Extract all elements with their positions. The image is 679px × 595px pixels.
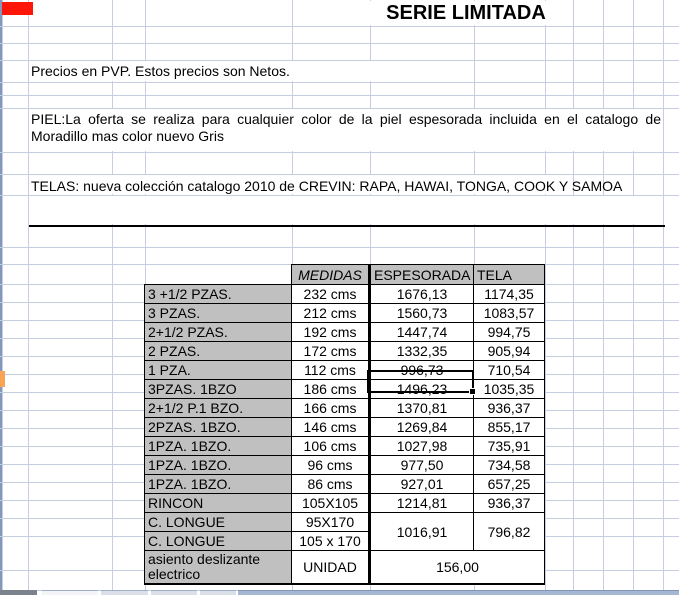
espesorada-cell[interactable]: 1676,13: [370, 285, 474, 304]
medidas-cell[interactable]: 212 cms: [292, 304, 370, 323]
medidas-cell[interactable]: 192 cms: [292, 323, 370, 342]
table-row: [145, 342, 545, 361]
gridline: [545, 0, 546, 590]
gridline: [0, 247, 679, 248]
row-label-cell[interactable]: 3PZAS. 1BZO: [145, 380, 292, 399]
table-row: [145, 285, 545, 304]
tela-cell[interactable]: 710,54: [474, 361, 545, 380]
row-label-cell[interactable]: asiento deslizante electrico: [145, 551, 292, 585]
row-label-cell[interactable]: 2+1/2 P.1 BZO.: [145, 399, 292, 418]
gridline: [0, 43, 679, 44]
table-header-row: [145, 265, 545, 285]
table-row: [145, 494, 545, 513]
espesorada-cell[interactable]: 1370,81: [370, 399, 474, 418]
row-label-cell[interactable]: 1 PZA.: [145, 361, 292, 380]
espesorada-cell[interactable]: 1560,73: [370, 304, 474, 323]
medidas-cell[interactable]: 105X105: [292, 494, 370, 513]
gridline: [0, 82, 679, 83]
gridline: [0, 26, 679, 27]
tela-cell[interactable]: 734,58: [474, 456, 545, 475]
espesorada-cell[interactable]: 927,01: [370, 475, 474, 494]
medidas-cell[interactable]: 166 cms: [292, 399, 370, 418]
tela-cell[interactable]: 855,17: [474, 418, 545, 437]
row-label-cell[interactable]: 2+1/2 PZAS.: [145, 323, 292, 342]
espesorada-header[interactable]: ESPESORADA: [370, 265, 474, 285]
sheet-tab[interactable]: [101, 590, 148, 595]
gridline: [0, 95, 679, 96]
table-row: [145, 361, 545, 380]
row-label-cell[interactable]: 3 +1/2 PZAS.: [145, 285, 292, 304]
tela-cell[interactable]: 905,94: [474, 342, 545, 361]
medidas-cell[interactable]: 106 cms: [292, 437, 370, 456]
selection-marquee[interactable]: [367, 370, 474, 393]
gridline: [663, 0, 664, 590]
espesorada-cell[interactable]: 977,50: [370, 456, 474, 475]
note-piel-line2[interactable]: Moradillo mas color nuevo Gris: [31, 128, 224, 144]
row-label-cell[interactable]: RINCON: [145, 494, 292, 513]
espesorada-merged-cell[interactable]: 1016,91: [370, 513, 474, 551]
tela-cell[interactable]: 1174,35: [474, 285, 545, 304]
gridline: [633, 0, 634, 590]
row-label-cell[interactable]: 1PZA. 1BZO.: [145, 456, 292, 475]
gridline: [112, 0, 113, 590]
tela-cell[interactable]: 936,37: [474, 494, 545, 513]
row-label-cell[interactable]: 2PZAS. 1BZO.: [145, 418, 292, 437]
medidas-cell[interactable]: 86 cms: [292, 475, 370, 494]
tela-cell[interactable]: 1035,35: [474, 380, 545, 399]
table-row: [145, 380, 545, 399]
overflow-mask: [29, 196, 663, 224]
table-row: [145, 399, 545, 418]
row-label-cell[interactable]: 1PZA. 1BZO.: [145, 475, 292, 494]
medidas-cell[interactable]: UNIDAD: [292, 551, 370, 585]
notes-bottom-border: [29, 225, 665, 227]
header-spacer-cell[interactable]: [145, 265, 292, 285]
tela-cell[interactable]: 994,75: [474, 323, 545, 342]
row-label-cell[interactable]: C. LONGUE: [145, 513, 292, 532]
table-row: [145, 475, 545, 494]
sheet-tab[interactable]: [0, 590, 37, 595]
table-row: [145, 304, 545, 323]
medidas-cell[interactable]: 105 x 170: [292, 532, 370, 551]
tela-cell[interactable]: 1083,57: [474, 304, 545, 323]
gridline: [0, 152, 679, 153]
medidas-cell[interactable]: 232 cms: [292, 285, 370, 304]
tela-merged-cell[interactable]: 796,82: [474, 513, 545, 551]
row-label-cell[interactable]: 1PZA. 1BZO.: [145, 437, 292, 456]
medidas-cell[interactable]: 96 cms: [292, 456, 370, 475]
tela-cell[interactable]: 657,25: [474, 475, 545, 494]
espesorada-cell[interactable]: 1214,81: [370, 494, 474, 513]
gridline: [603, 0, 604, 590]
espesorada-cell[interactable]: 996,73: [370, 361, 474, 380]
note-pricing[interactable]: Precios en PVP. Estos precios son Netos.: [31, 63, 290, 79]
sheet-tab[interactable]: [42, 590, 98, 595]
row-label-cell[interactable]: 2 PZAS.: [145, 342, 292, 361]
gridline: [28, 0, 29, 590]
row-label-cell[interactable]: C. LONGUE: [145, 532, 292, 551]
tela-header[interactable]: TELA: [474, 265, 545, 285]
gridline: [573, 0, 574, 590]
espesorada-cell[interactable]: 1269,84: [370, 418, 474, 437]
medidas-cell[interactable]: 186 cms: [292, 380, 370, 399]
note-telas[interactable]: TELAS: nueva colección catalogo 2010 de CREVIN: RAPA, HAWAI, TONGA, COOK Y SAMOA: [31, 178, 623, 194]
espesorada-cell[interactable]: 1332,35: [370, 342, 474, 361]
row-label-cell[interactable]: 3 PZAS.: [145, 304, 292, 323]
medidas-cell[interactable]: 172 cms: [292, 342, 370, 361]
tab-bar[interactable]: [238, 590, 679, 595]
red-cell-marker: [2, 2, 33, 15]
table-row: [145, 456, 545, 475]
tela-cell[interactable]: 936,37: [474, 399, 545, 418]
table-row: [145, 323, 545, 342]
price-table: [144, 264, 545, 585]
medidas-header[interactable]: MEDIDAS: [292, 265, 370, 285]
medidas-cell[interactable]: 112 cms: [292, 361, 370, 380]
note-piel-line1[interactable]: PIEL:La oferta se realiza para cualquier color de la piel espesorada incluida en el catalogo de: [31, 111, 661, 127]
page-title[interactable]: SERIE LIMITADA: [386, 2, 546, 24]
tela-cell[interactable]: 735,91: [474, 437, 545, 456]
selected-cell[interactable]: 1496,23: [370, 380, 474, 399]
sheet-tab[interactable]: [200, 590, 236, 595]
medidas-cell[interactable]: 146 cms: [292, 418, 370, 437]
table-row: [145, 513, 545, 532]
sheet-tab[interactable]: [151, 590, 197, 595]
table-row: [145, 551, 545, 585]
table-row: [145, 437, 545, 456]
orange-cell-marker: [0, 371, 5, 387]
espesorada-cell[interactable]: 1027,98: [370, 437, 474, 456]
espesorada-cell[interactable]: 1447,74: [370, 323, 474, 342]
medidas-cell[interactable]: 95X170: [292, 513, 370, 532]
unidad-price-merged-cell[interactable]: 156,00: [370, 551, 545, 585]
gridline: [2, 0, 3, 590]
table-row: [145, 418, 545, 437]
fill-handle[interactable]: [469, 388, 476, 395]
